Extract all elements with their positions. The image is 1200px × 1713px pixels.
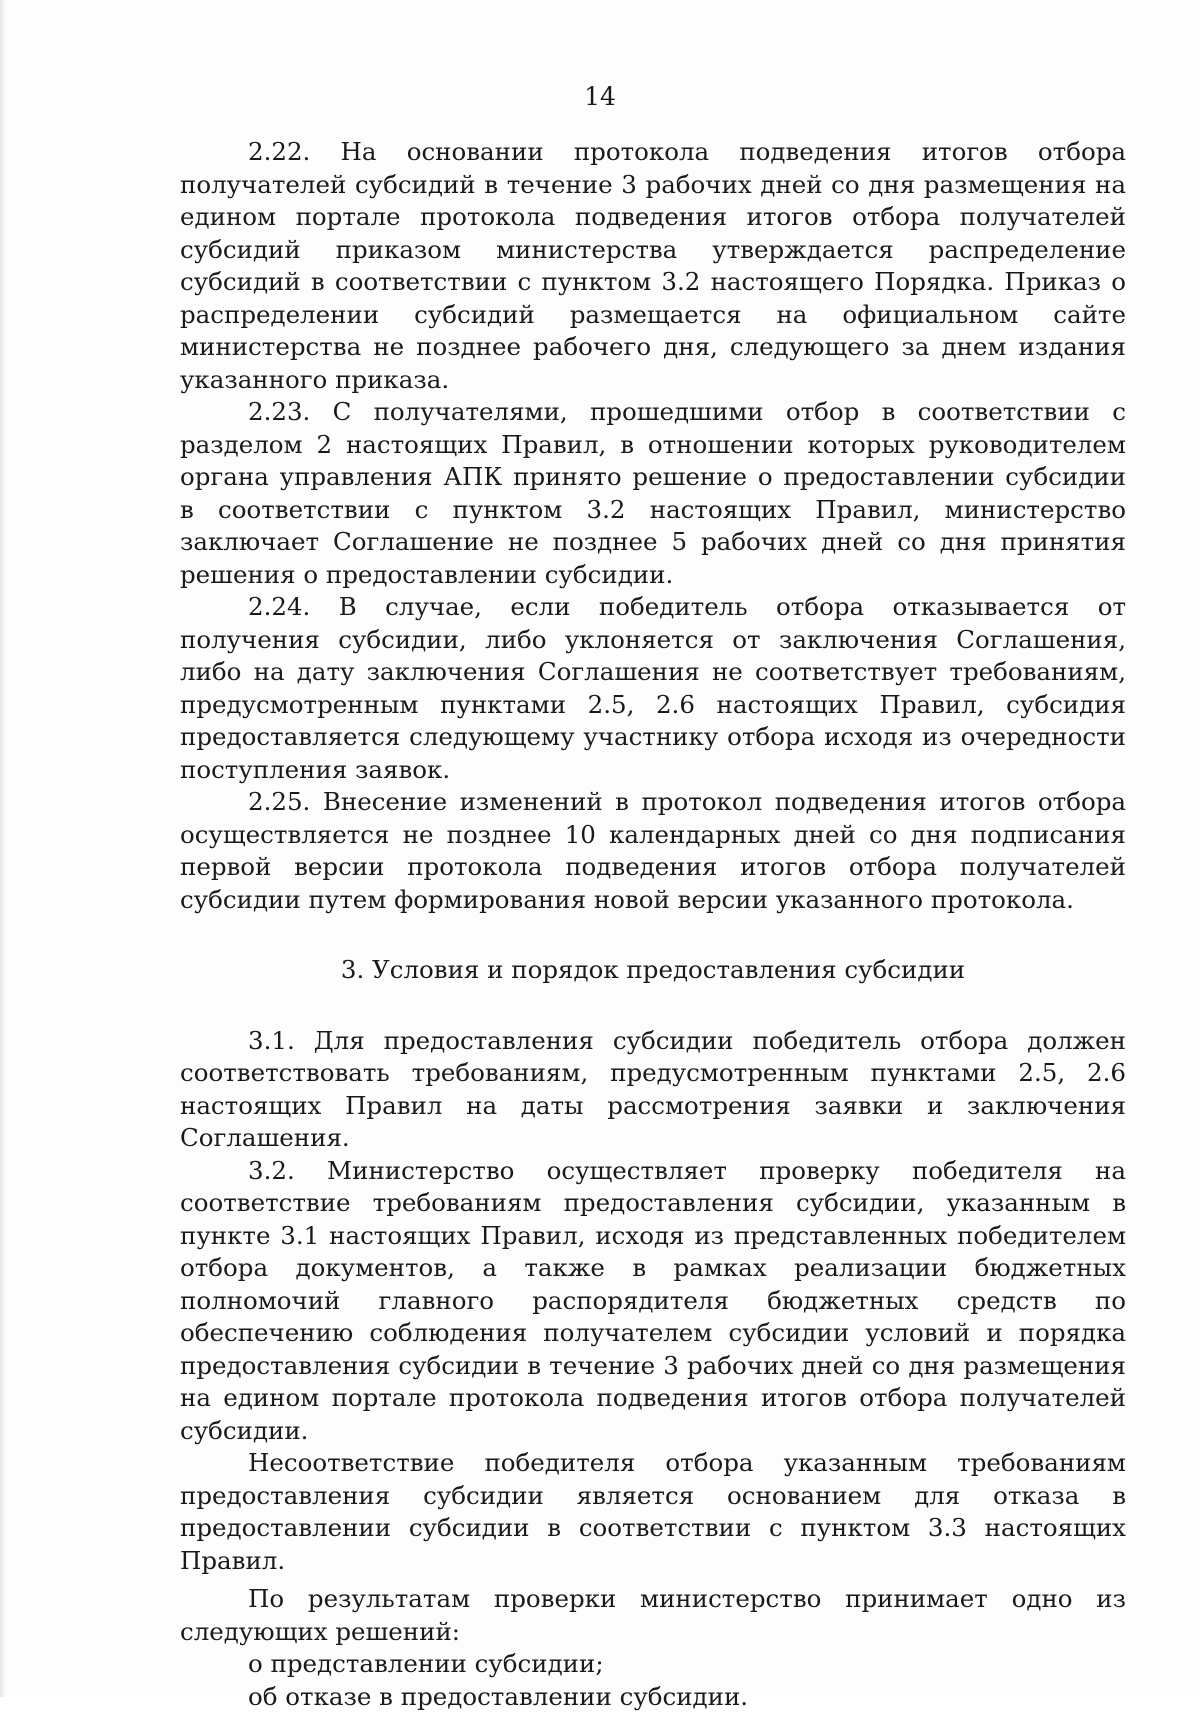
decision-item-refusal: об отказе в предоставлении субсидии. — [180, 1681, 1126, 1713]
paragraph-2-24: 2.24. В случае, если победитель отбора отказывается от получения субсидии, либо уклоняется от заключения Соглашения, либо на дату заключения Соглашения не соответствует требованиям, предусмотренным пунктами 2.5, 2.6 настоящих Правил, субсидия предоставляется следующему участнику отбора исходя из очередности поступления заявок. — [180, 591, 1126, 786]
section-3-heading: 3. Условия и порядок предоставления субсидии — [180, 954, 1126, 987]
page-number: 14 — [0, 82, 1200, 112]
paragraph-2-25: 2.25. Внесение изменений в протокол подведения итогов отбора осуществляется не позднее 10 календарных дней со дня подписания первой версии протокола подведения итогов отбора получателей субсидии путем формирования новой версии указанного протокола. — [180, 786, 1126, 916]
paragraph-3-2: 3.2. Министерство осуществляет проверку победителя на соответствие требованиям предоставления субсидии, указанным в пункте 3.1 настоящих Правил, исходя из представленных победителем отбора документов, а также в рамках реализации бюджетных полномочий главного распорядителя бюджетных средств по обеспечению соблюдения получателем субсидии условий и порядка предоставления субсидии в течение 3 рабочих дней со дня размещения на едином портале протокола подведения итогов отбора получателей субсидии. — [180, 1155, 1126, 1448]
paragraph-3-2-noncompliance: Несоответствие победителя отбора указанным требованиям предоставления субсидии является основанием для отказа в предоставлении субсидии в соответствии с пунктом 3.3 настоящих Правил. — [180, 1447, 1126, 1577]
paragraph-3-2-decisions-intro: По результатам проверки министерство принимает одно из следующих решений: — [180, 1583, 1126, 1648]
decision-item-grant: о представлении субсидии; — [180, 1648, 1126, 1681]
paragraph-2-22: 2.22. На основании протокола подведения итогов отбора получателей субсидий в течение 3 рабочих дней со дня размещения на едином портале протокола подведения итогов отбора получателей субсидий приказом министерства утверждается распределение субсидий в соответствии с пунктом 3.2 настоящего Порядка. Приказ о распределении субсидий размещается на официальном сайте министерства не позднее рабочего дня, следующего за днем издания указанного приказа. — [180, 136, 1126, 396]
paragraph-2-23: 2.23. С получателями, прошедшими отбор в соответствии с разделом 2 настоящих Правил, в отношении которых руководителем органа управления АПК принято решение о предоставлении субсидии в соответствии с пунктом 3.2 настоящих Правил, министерство заключает Соглашение не позднее 5 рабочих дней со дня принятия решения о предоставлении субсидии. — [180, 396, 1126, 591]
paragraph-3-1: 3.1. Для предоставления субсидии победитель отбора должен соответствовать требованиям, предусмотренным пунктами 2.5, 2.6 настоящих Правил на даты рассмотрения заявки и заключения Соглашения. — [180, 1025, 1126, 1155]
scan-edge-shadow — [0, 0, 6, 1697]
document-body — [180, 136, 1126, 1713]
